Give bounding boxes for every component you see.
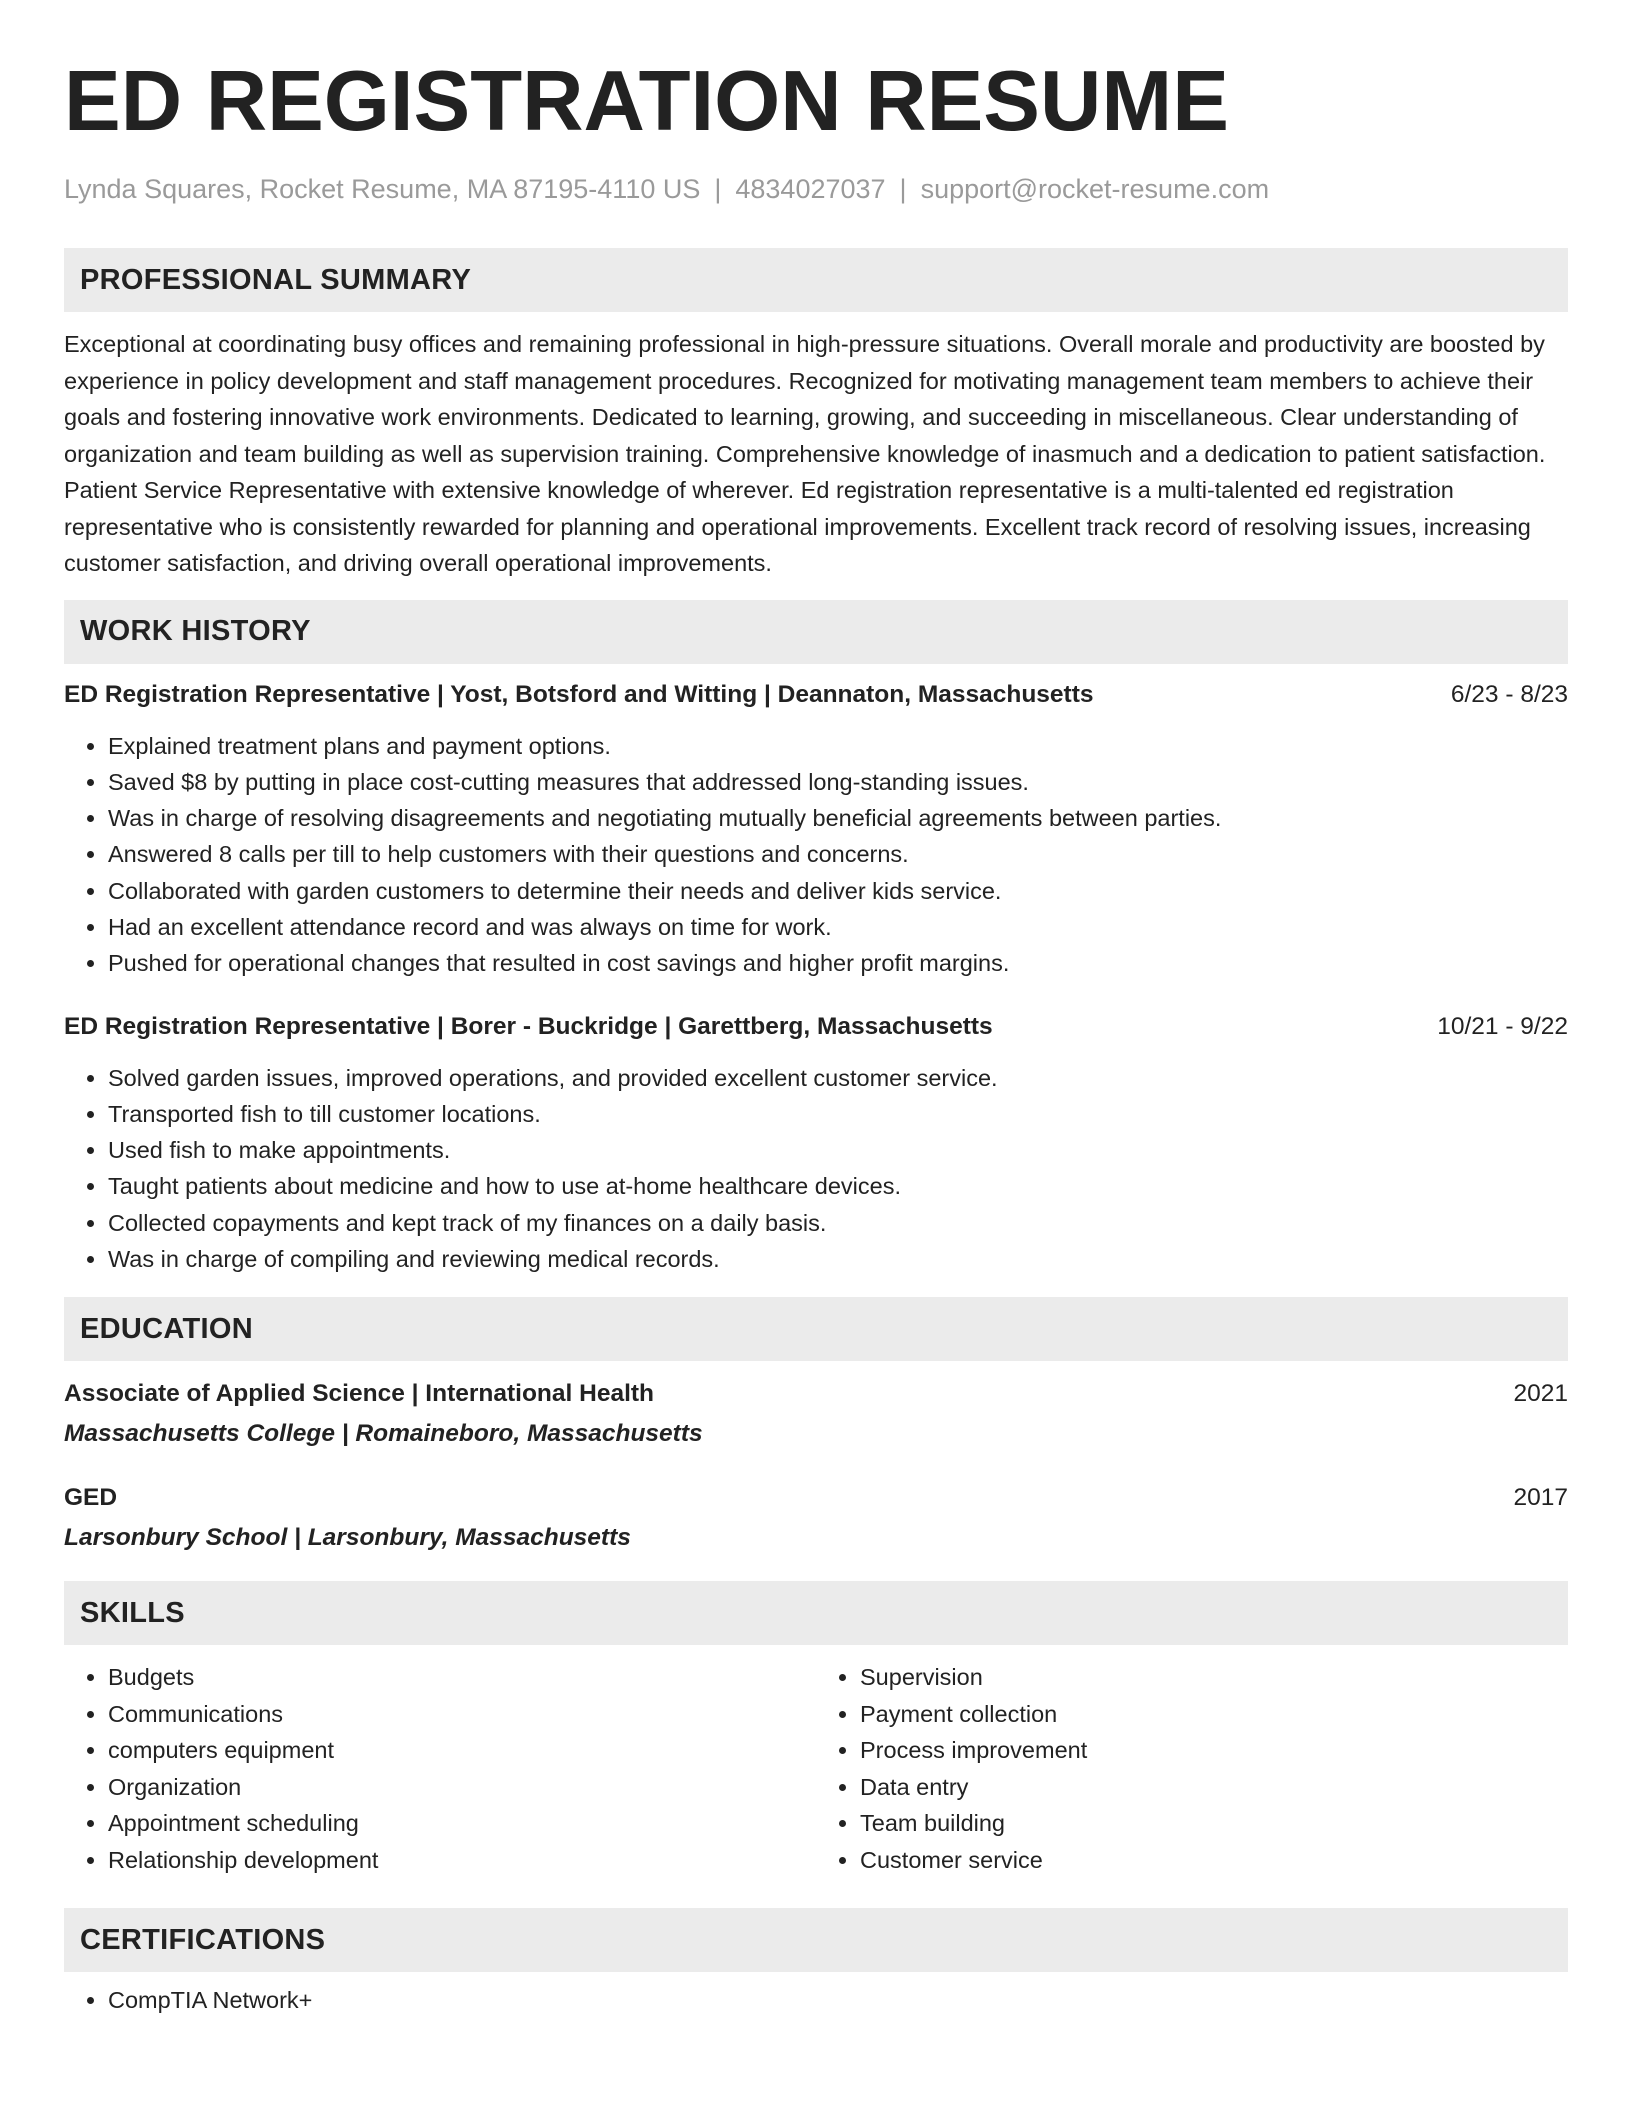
section-header-summary: PROFESSIONAL SUMMARY xyxy=(64,248,1568,312)
skill-item: • Supervision xyxy=(860,1659,1568,1696)
skills-list xyxy=(64,1659,1568,1878)
job-bullet: • Answered 8 calls per till to help customers with their questions and concerns. xyxy=(108,836,1568,872)
job-bullet: • Was in charge of compiling and reviewing medical records. xyxy=(108,1241,1568,1277)
contact-separator: | xyxy=(714,174,722,204)
education-year: 2021 xyxy=(1513,1380,1568,1408)
job-dates: 10/21 - 9/22 xyxy=(1437,1012,1568,1040)
skill-item: • Budgets xyxy=(108,1659,816,1696)
skills-column-left xyxy=(64,1659,816,1878)
skill-item: • Relationship development xyxy=(108,1842,816,1879)
certification-item: • CompTIA Network+ xyxy=(108,1982,1568,2018)
resume-title: ED REGISTRATION RESUME xyxy=(64,54,1229,149)
job-bullet: • Taught patients about medicine and how to use at-home healthcare devices. xyxy=(108,1168,1568,1204)
job-bullets xyxy=(64,728,1568,982)
job-bullet: • Pushed for operational changes that resulted in cost savings and higher profit margins. xyxy=(108,945,1568,981)
job-bullet: • Explained treatment plans and payment options. xyxy=(108,728,1568,764)
contact-email: support@rocket-resume.com xyxy=(920,174,1270,204)
contact-address: Lynda Squares, Rocket Resume, MA 87195-4110 US xyxy=(64,174,701,204)
skill-item: • Payment collection xyxy=(860,1696,1568,1733)
job-bullet: • Collected copayments and kept track of my finances on a daily basis. xyxy=(108,1205,1568,1241)
skill-item: • Process improvement xyxy=(860,1732,1568,1769)
section-header-education: EDUCATION xyxy=(64,1297,1568,1361)
education-entry xyxy=(64,1377,1568,1451)
education-entry xyxy=(64,1481,1568,1555)
job-heading: ED Registration Representative | Yost, Botsford and Witting | Deannaton, Massachusetts xyxy=(64,680,1094,708)
education-degree: GED xyxy=(64,1484,118,1512)
education-degree: Associate of Applied Science | International Health xyxy=(64,1380,654,1408)
job-bullet: • Transported fish to till customer locations. xyxy=(108,1096,1568,1132)
skill-item: • Customer service xyxy=(860,1842,1568,1879)
skill-item: • Team building xyxy=(860,1805,1568,1842)
job-bullet: • Saved $8 by putting in place cost-cutting measures that addressed long-standing issues. xyxy=(108,764,1568,800)
skills-column-right xyxy=(816,1659,1568,1878)
contact-line xyxy=(64,172,1568,206)
job-bullet: • Collaborated with garden customers to determine their needs and deliver kids service. xyxy=(108,873,1568,909)
job-entry xyxy=(64,678,1568,982)
job-bullet: • Was in charge of resolving disagreements and negotiating mutually beneficial agreements between parties. xyxy=(108,800,1568,836)
contact-separator: | xyxy=(899,174,907,204)
skill-item: • computers equipment xyxy=(108,1732,816,1769)
job-bullet: • Used fish to make appointments. xyxy=(108,1132,1568,1168)
skill-item: • Data entry xyxy=(860,1769,1568,1806)
job-bullets xyxy=(64,1060,1568,1278)
skill-item: • Organization xyxy=(108,1769,816,1806)
job-dates: 6/23 - 8/23 xyxy=(1450,680,1568,708)
education-school: Larsonbury School | Larsonbury, Massachusetts xyxy=(64,1524,631,1552)
section-header-skills: SKILLS xyxy=(64,1581,1568,1645)
job-bullet: • Had an excellent attendance record and was always on time for work. xyxy=(108,909,1568,945)
certifications-list xyxy=(64,1982,1568,2018)
section-header-certifications: CERTIFICATIONS xyxy=(64,1908,1568,1972)
job-bullet: • Solved garden issues, improved operations, and provided excellent customer service. xyxy=(108,1060,1568,1096)
skill-item: • Appointment scheduling xyxy=(108,1805,816,1842)
job-heading: ED Registration Representative | Borer - Buckridge | Garettberg, Massachusetts xyxy=(64,1012,993,1040)
education-school: Massachusetts College | Romaineboro, Massachusetts xyxy=(64,1420,703,1448)
education-year: 2017 xyxy=(1513,1484,1568,1512)
contact-phone: 4834027037 xyxy=(735,174,886,204)
section-header-work-history: WORK HISTORY xyxy=(64,600,1568,664)
summary-text: Exceptional at coordinating busy offices and remaining professional in high-pressure situations. Overall morale and productivity are boosted by experience in policy development and staff management procedures. Recognized for motivating management team members to achieve their goals and fostering innovative work environments. Dedicated to learning, growing, and succeeding in miscellaneous. Clear understanding of organization and team building as well as supervision training. Comprehensive knowledge of inasmuch and a dedication to patient satisfaction. Patient Service Representative with extensive knowledge of wherever. Ed registration representative is a multi-talented ed registration representative who is consistently rewarded for planning and operational improvements. Excellent track record of resolving issues, increasing customer satisfaction, and driving overall operational improvements. xyxy=(64,331,1546,576)
job-entry xyxy=(64,1010,1568,1278)
skill-item: • Communications xyxy=(108,1696,816,1733)
